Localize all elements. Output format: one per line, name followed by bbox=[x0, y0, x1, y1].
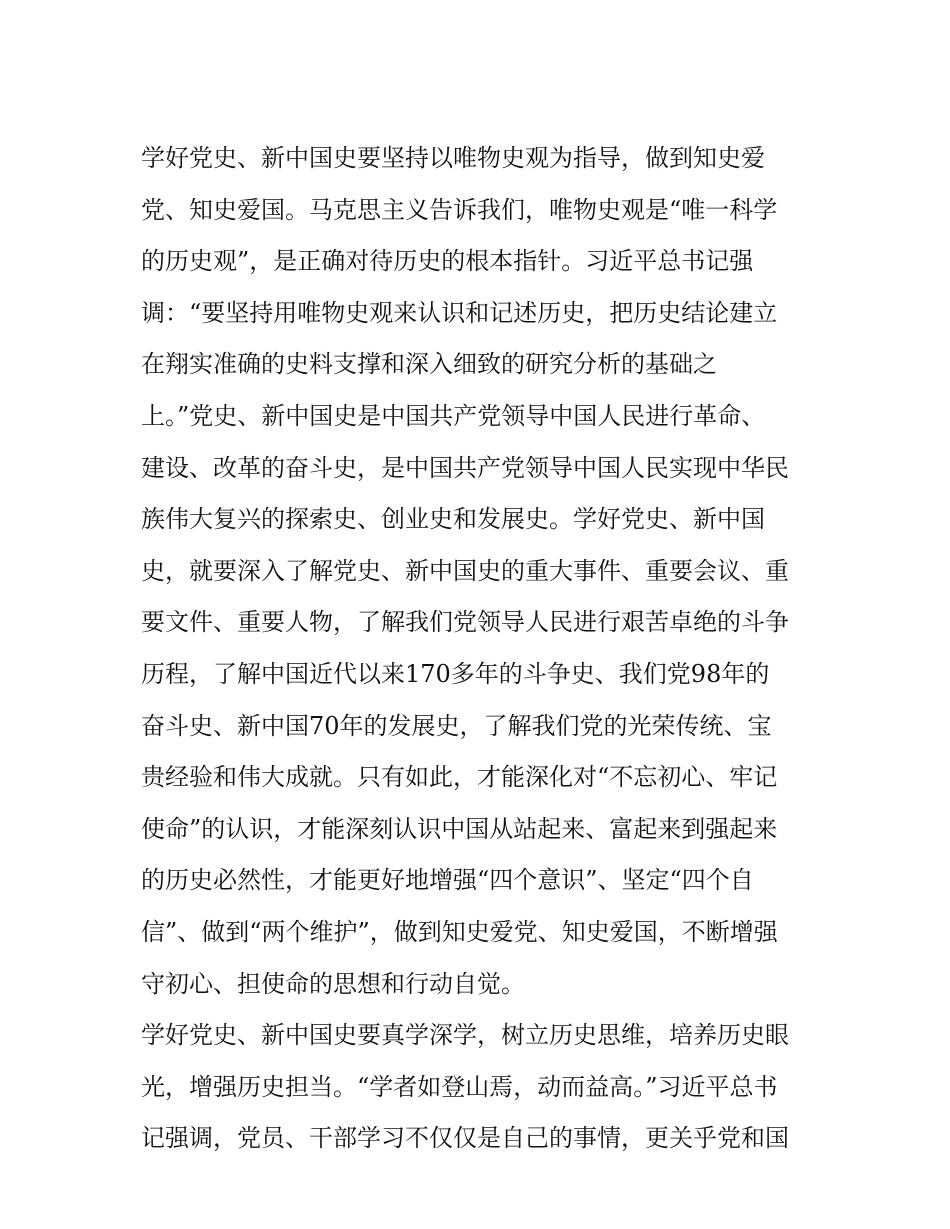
text-line: 上。”党史、新中国史是中国共产党领导中国人民进行革命、 bbox=[141, 401, 766, 430]
text-line: 在翔实准确的史料支撑和深入细致的研究分析的基础之 bbox=[141, 350, 717, 379]
text-line: 党、知史爱国。马克思主义告诉我们，唯物史观是“唯一科学 bbox=[141, 195, 778, 224]
text-line: 史，就要深入了解党史、新中国史的重大事件、重要会议、重 bbox=[141, 556, 789, 585]
text-line: 记强调，党员、干部学习不仅仅是自己的事情，更关乎党和国 bbox=[141, 1124, 789, 1153]
text-line: 使命”的认识，才能深刻认识中国从站起来、富起来到强起来 bbox=[141, 814, 778, 843]
text-line: 学好党史、新中国史要坚持以唯物史观为指导，做到知史爱 bbox=[141, 144, 765, 172]
text-line: 调：“要坚持用唯物史观来认识和记述历史，把历史结论建立 bbox=[141, 298, 778, 327]
text-line: 族伟大复兴的探索史、创业史和发展史。学好党史、新中国 bbox=[141, 505, 765, 534]
document-body bbox=[141, 133, 821, 1165]
text-line: 守初心、担使命的思想和行动自觉。 bbox=[141, 969, 525, 998]
text-line: 奋斗史、新中国70年的发展史，了解我们党的光荣传统、宝 bbox=[141, 711, 772, 740]
text-line: 要文件、重要人物，了解我们党领导人民进行艰苦卓绝的斗争 bbox=[141, 608, 789, 637]
text-line: 贵经验和伟大成就。只有如此，才能深化对“不忘初心、牢记 bbox=[141, 763, 778, 792]
text-line: 历程，了解中国近代以来170多年的斗争史、我们党98年的 bbox=[141, 659, 770, 688]
text-line: 光，增强历史担当。“学者如登山焉，动而益高。”习近平总书 bbox=[141, 1072, 778, 1101]
paragraph-2 bbox=[141, 1010, 821, 1165]
text-line: 的历史必然性，才能更好地增强“四个意识”、坚定“四个自 bbox=[141, 866, 754, 895]
text-line: 建设、改革的奋斗史，是中国共产党领导中国人民实现中华民 bbox=[141, 453, 789, 482]
text-line: 的历史观”，是正确对待历史的根本指针。习近平总书记强 bbox=[141, 247, 754, 276]
text-line: 学好党史、新中国史要真学深学，树立历史思维，培养历史眼 bbox=[141, 1021, 789, 1050]
paragraph-1 bbox=[141, 133, 821, 1010]
text-line: 信”、做到“两个维护”，做到知史爱党、知史爱国，不断增强 bbox=[141, 917, 778, 946]
